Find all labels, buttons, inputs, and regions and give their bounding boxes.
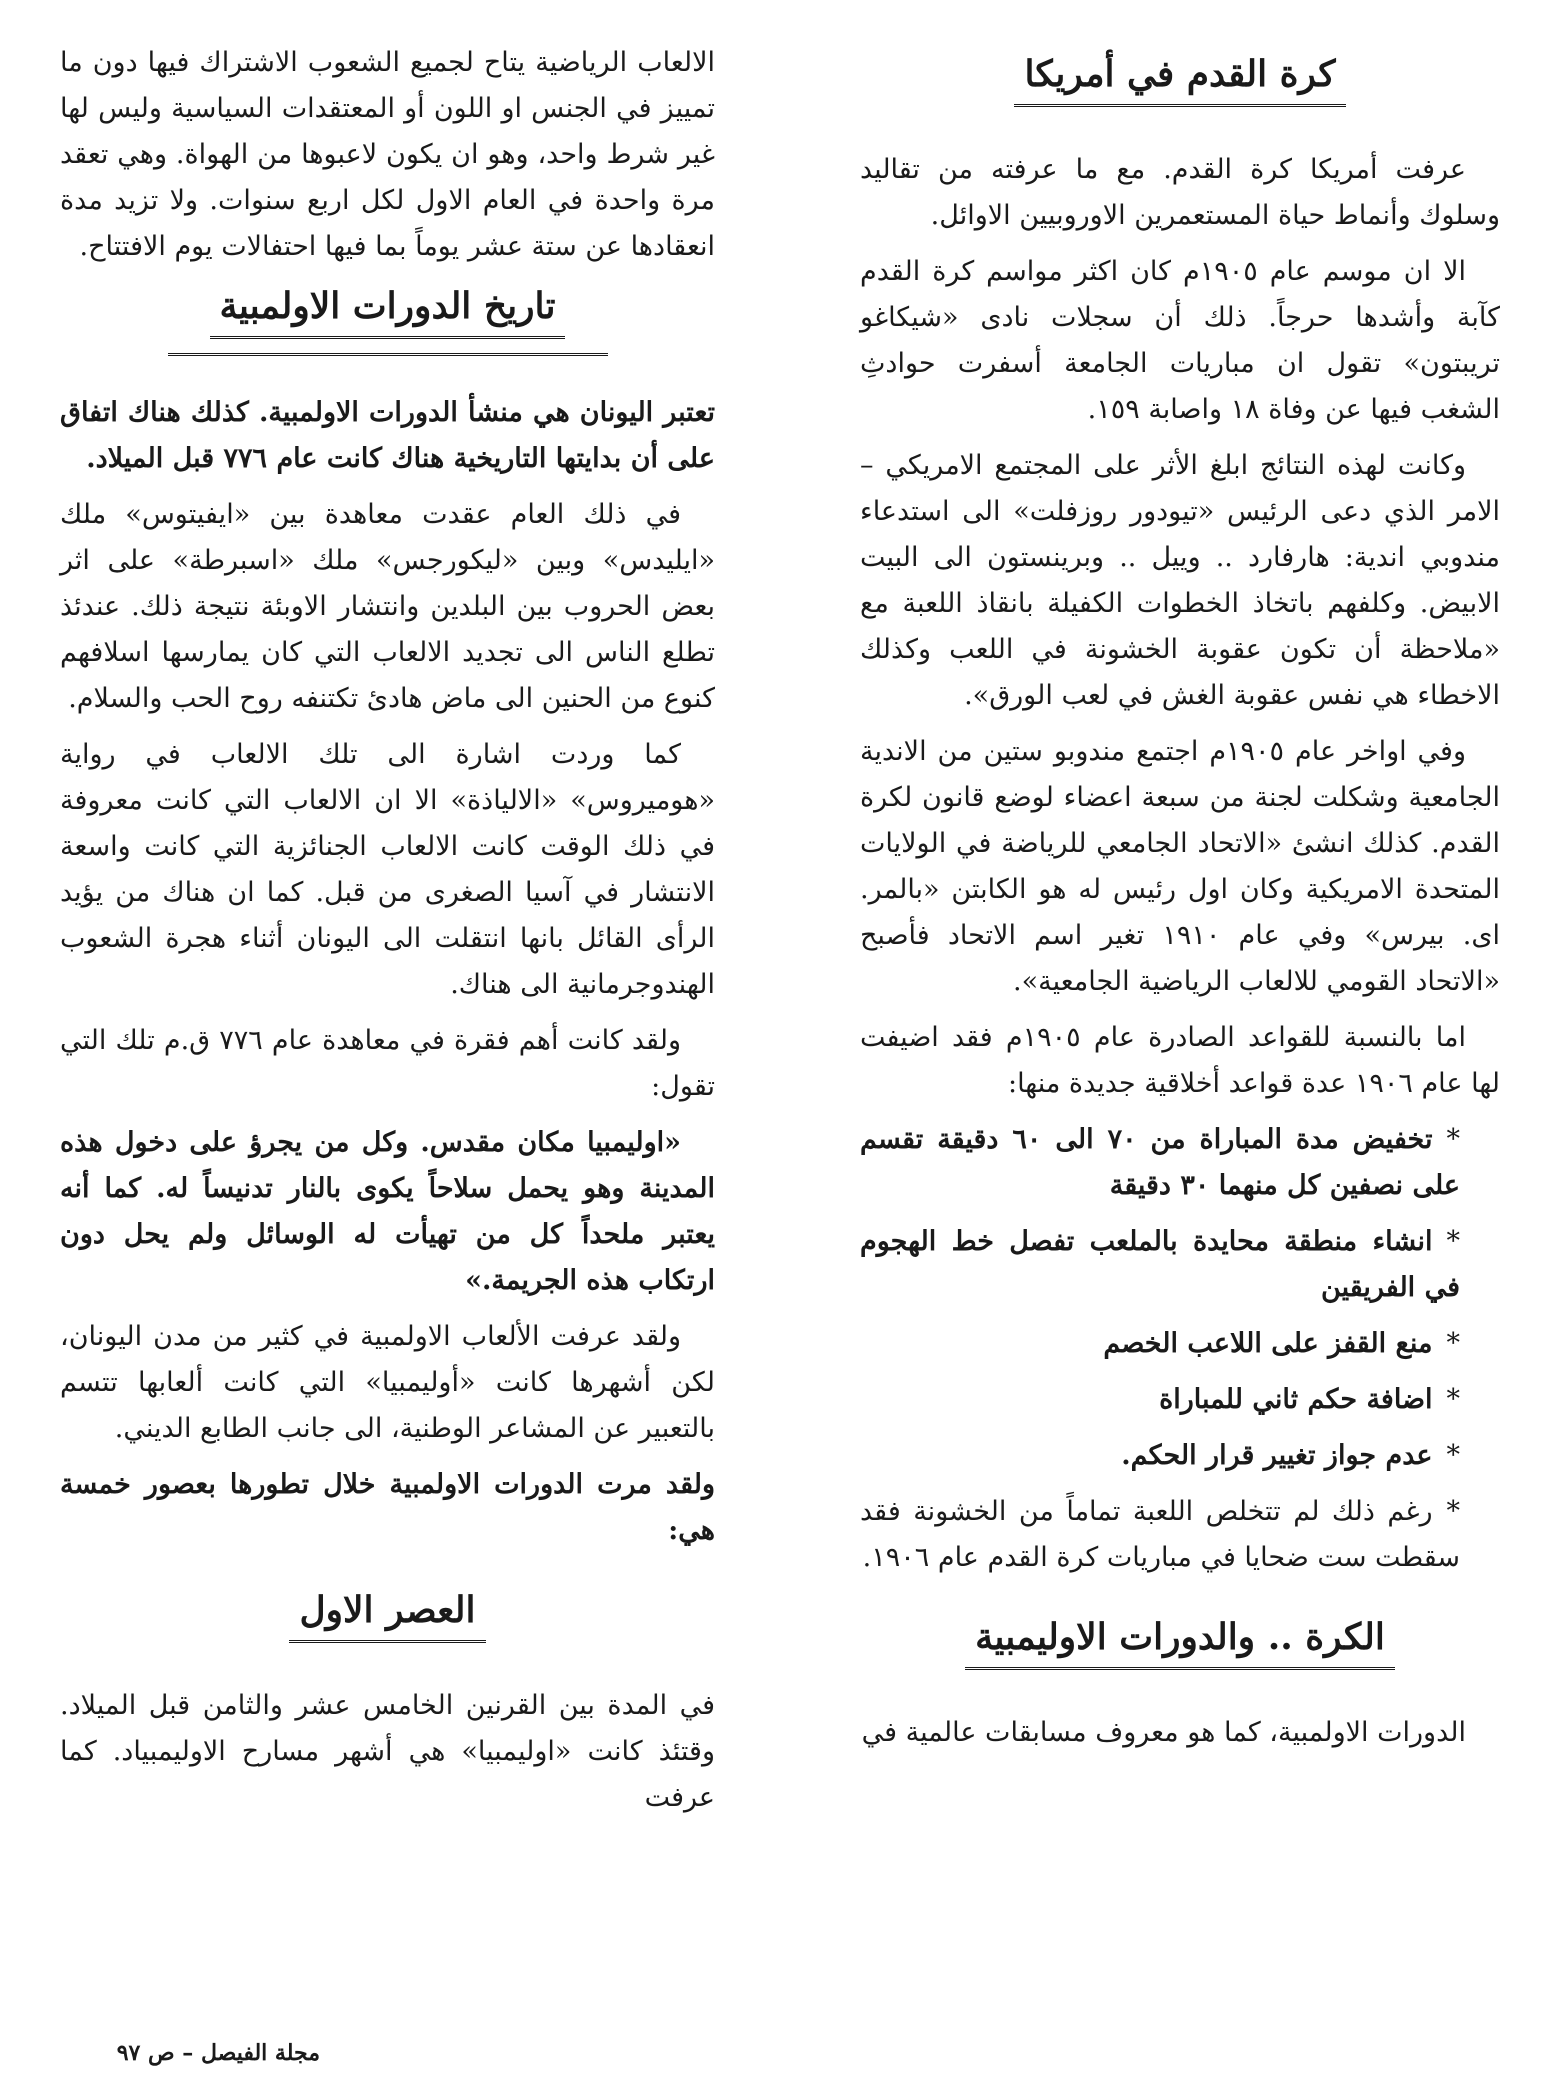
right-column — [860, 40, 1500, 2031]
left-paragraph-3: ولقد كانت أهم فقرة في معاهدة عام ٧٧٦ ق.م تلك التي تقول: — [60, 1025, 715, 1102]
page-footer: مجلة الفيصل – ص ٩٧ — [116, 2040, 320, 2066]
left-paragraph-after-quote: ولقد عرفت الألعاب الاولمبية في كثير من مدن اليونان، لكن أشهرها كانت «أوليمبيا» التي كانت ألعابها تتسم بالتعبير عن المشاعر الوطنية، الى جانب الطابع الديني. — [60, 1321, 715, 1444]
left-quote: «اوليمبيا مكان مقدس. وكل من يجرؤ على دخول هذه المدينة وهو يحمل سلاحاً يكوى بالنار تدنيساً له. كما أنه يعتبر ملحداً كل من تهيأت له الوسائل ولم يحل دون ارتكاب هذه الجريمة.» — [60, 1127, 715, 1296]
right-paragraph-2: الا ان موسم عام ١٩٠٥م كان اكثر مواسم كرة القدم كآبة وأشدها حرجاً. ذلك أن سجلات نادى «شيكاغو تريبتون» تقول ان مباريات الجامعة أسفرت حوادثِ الشغب فيها عن وفاة ١٨ واصابة ١٥٩. — [860, 256, 1500, 425]
bullet-item: *منع القفز على اللاعب الخصم — [1103, 1328, 1460, 1359]
left-paragraph-2: كما وردت اشارة الى تلك الالعاب في رواية «هوميروس» «الالياذة» الا ان الالعاب التي كانت معروفة في ذلك الوقت كانت الالعاب الجنائزية التي كانت واسعة الانتشار في آسيا الصغرى من قبل. كما ان هناك من يؤيد الرأى القائل بانها انتقلت الى اليونان أثناء هجرة الشعوب الهندوجرمانية الى هناك. — [60, 739, 715, 1000]
right-column-subtitle: الكرة .. والدورات الاوليمبية — [860, 1611, 1500, 1670]
right-paragraph-3: وكانت لهذه النتائج ابلغ الأثر على المجتمع الامريكي – الامر الذي دعى الرئيس «تيودور روزفلت» الى استدعاء مندوبي اندية: هارفارد .. وييل .. وبرينستون الى البيت الابيض. وكلفهم باتخاذ الخطوات الكفيلة بانقاذ اللعبة مع «ملاحظة أن تكون عقوبة الخشونة في اللعب وكذلك الاخطاء هي نفس عقوبة الغش في لعب الورق». — [860, 450, 1500, 711]
title-double-rule — [168, 353, 608, 356]
right-paragraph-4: وفي اواخر عام ١٩٠٥م اجتمع مندوبو ستين من الاندية الجامعية وشكلت لجنة من سبعة اعضاء لوضع قانون لكرة القدم. كذلك انشئ «الاتحاد الجامعي للرياضة في الولايات المتحدة الامريكية وكان اول رئيس له هو الكابتن «بالمر. اى. بيرس» وفي عام ١٩١٠ تغير اسم الاتحاد فأصبح «الاتحاد القومي للالعاب الرياضية الجامعية». — [860, 736, 1500, 997]
bullet-item: *تخفيض مدة المباراة من ٧٠ الى ٦٠ دقيقة تقسم على نصفين كل منهما ٣٠ دقيقة — [860, 1124, 1460, 1201]
star-bullet-icon: * — [1446, 1226, 1460, 1257]
star-bullet-icon: * — [1446, 1496, 1460, 1527]
right-column-title: كرة القدم في أمريكا — [860, 48, 1500, 107]
right-paragraph-5: اما بالنسبة للقواعد الصادرة عام ١٩٠٥م فقد اضيفت لها عام ١٩٠٦ عدة قواعد أخلاقية جديدة منها: — [860, 1022, 1500, 1099]
left-final-paragraph: في المدة بين القرنين الخامس عشر والثامن قبل الميلاد. وقتئذ كانت «اوليمبيا» هي أشهر مسارح الاوليمبياد. كما عرفت — [60, 1690, 715, 1813]
left-intro-paragraph: الالعاب الرياضية يتاح لجميع الشعوب الاشتراك فيها دون ما تمييز في الجنس او اللون أو المعتقدات السياسية وليس لها غير شرط واحد، وهو ان يكون لاعبوها من الهواة. وهي تعقد مرة واحدة في العام الاول لكل اربع سنوات. ولا تزيد مدة انعقادها عن ستة عشر يوماً بما فيها احتفالات يوم الافتتاح. — [60, 47, 715, 262]
star-bullet-icon: * — [1446, 1384, 1460, 1415]
left-bold-paragraph: ولقد مرت الدورات الاولمبية خلال تطورها بعصور خمسة هي: — [60, 1469, 715, 1546]
right-paragraph-1: عرفت أمريكا كرة القدم. مع ما عرفته من تقاليد وسلوك وأنماط حياة المستعمرين الاوروبيين الاوائل. — [860, 154, 1500, 231]
bullet-item: *اضافة حكم ثاني للمباراة — [1159, 1384, 1460, 1415]
bullet-item-last: *رغم ذلك لم تتخلص اللعبة تماماً من الخشونة فقد سقطت ست ضحايا في مباريات كرة القدم عام ١٩٠٦. — [860, 1496, 1460, 1573]
left-column-subtitle: العصر الاول — [60, 1584, 715, 1643]
left-paragraph-1: في ذلك العام عقدت معاهدة بين «ايفيتوس» ملك «ايليدس» وبين «ليكورجس» ملك «اسبرطة» على اثر بعض الحروب بين البلدين وانتشار الاوبئة نتيجة ذلك. عندئذ تطلع الناس الى تجديد الالعاب التي كان يمارسها اسلافهم كنوع من الحنين الى ماض هادئ تكتنفه روح الحب والسلام. — [60, 499, 715, 714]
bullet-item: *عدم جواز تغيير قرار الحكم. — [1121, 1440, 1460, 1471]
star-bullet-icon: * — [1446, 1124, 1460, 1155]
star-bullet-icon: * — [1446, 1440, 1460, 1471]
left-column — [60, 40, 715, 2031]
left-lead-paragraph: تعتبر اليونان هي منشأ الدورات الاولمبية. كذلك هناك اتفاق على أن بدايتها التاريخية هناك كانت عام ٧٧٦ قبل الميلاد. — [60, 397, 715, 474]
bullet-item: *انشاء منطقة محايدة بالملعب تفصل خط الهجوم في الفريقين — [860, 1226, 1460, 1303]
star-bullet-icon: * — [1446, 1328, 1460, 1359]
left-column-title: تاريخ الدورات الاولمبية — [60, 280, 715, 339]
right-closing-paragraph: الدورات الاولمبية، كما هو معروف مسابقات عالمية في — [861, 1717, 1466, 1748]
